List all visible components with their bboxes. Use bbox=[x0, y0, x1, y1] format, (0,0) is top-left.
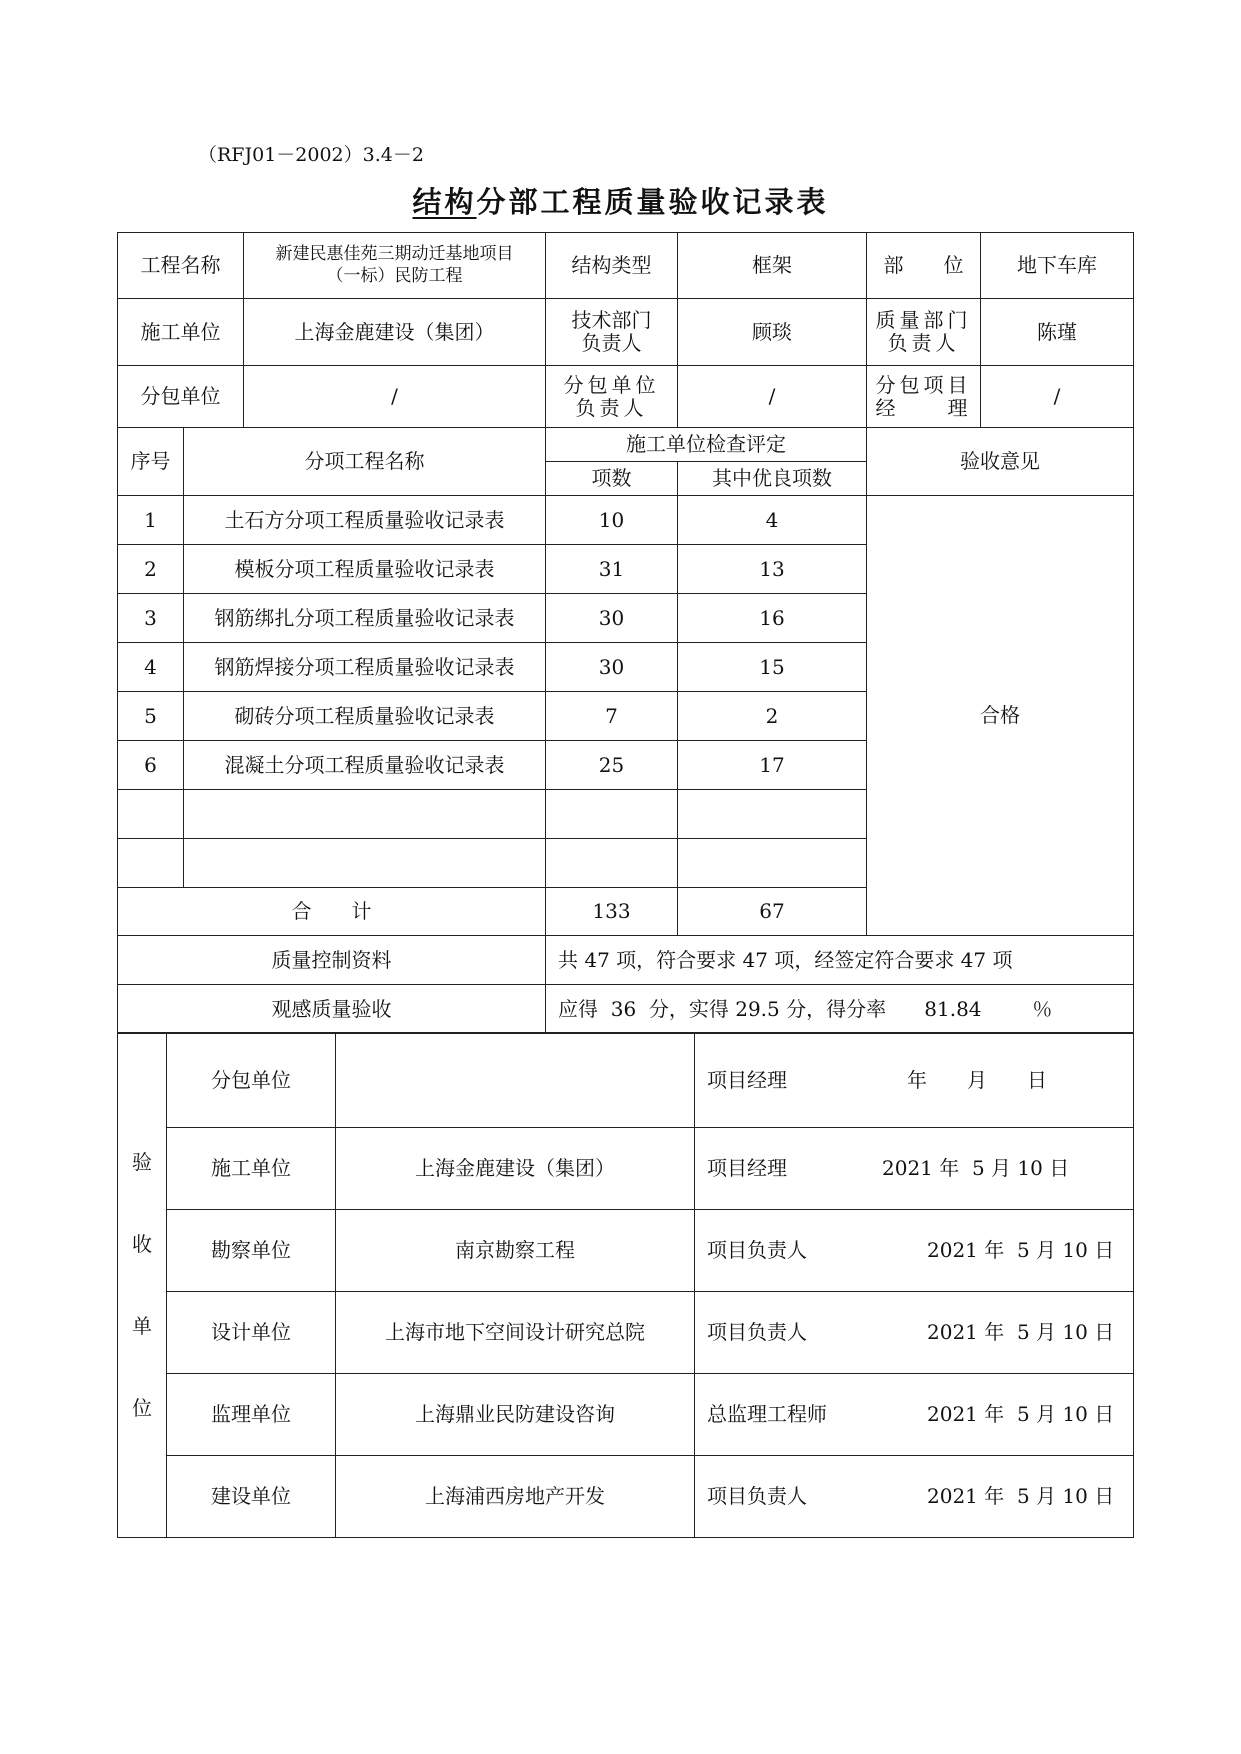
item-count: 30 bbox=[546, 594, 678, 643]
unit-label: 施工单位 bbox=[167, 1128, 336, 1210]
total-excellent: 67 bbox=[678, 888, 867, 936]
item-excellent: 15 bbox=[678, 643, 867, 692]
signoff-cell bbox=[695, 1033, 1134, 1128]
item-name: 土石方分项工程质量验收记录表 bbox=[184, 496, 546, 545]
acceptance-row bbox=[118, 1374, 1134, 1456]
unit-name: 南京勘察工程 bbox=[336, 1210, 695, 1292]
sub-unit-head-label-1: 分包单位 bbox=[563, 372, 660, 397]
item-excellent: 13 bbox=[678, 545, 867, 594]
signoff-cell bbox=[695, 1374, 1134, 1456]
form-code: （RFJ01－2002）3.4－2 bbox=[198, 144, 424, 166]
side-char: 位 bbox=[132, 1396, 152, 1420]
signoff-date: 2021 年 5 月 10 日 bbox=[927, 1402, 1115, 1426]
item-name: 钢筋焊接分项工程质量验收记录表 bbox=[184, 643, 546, 692]
quality-head-label-1: 质量部门 bbox=[875, 308, 972, 332]
item-count-empty bbox=[546, 839, 678, 888]
signoff-cell bbox=[695, 1128, 1134, 1210]
acceptance-row bbox=[118, 1033, 1134, 1128]
side-char: 单 bbox=[132, 1314, 152, 1338]
signoff-date: 2021 年 5 月 10 日 bbox=[927, 1238, 1115, 1262]
position-label: 部 位 bbox=[867, 233, 981, 299]
acceptance-row bbox=[118, 1210, 1134, 1292]
item-excellent: 2 bbox=[678, 692, 867, 741]
col-header-count: 项数 bbox=[546, 462, 678, 496]
item-count: 7 bbox=[546, 692, 678, 741]
acceptance-row bbox=[118, 1456, 1134, 1538]
unit-label: 设计单位 bbox=[167, 1292, 336, 1374]
total-count: 133 bbox=[546, 888, 678, 936]
unit-name: 上海市地下空间设计研究总院 bbox=[336, 1292, 695, 1374]
unit-label: 建设单位 bbox=[167, 1456, 336, 1538]
col-header-no: 序号 bbox=[118, 428, 184, 496]
info-row-subcontractor bbox=[118, 366, 1134, 428]
side-char: 验 bbox=[132, 1150, 152, 1174]
signoff-cell bbox=[695, 1456, 1134, 1538]
item-name: 混凝土分项工程质量验收记录表 bbox=[184, 741, 546, 790]
tech-head-label-1: 技术部门 bbox=[571, 308, 652, 332]
col-header-excellent: 其中优良项数 bbox=[678, 462, 867, 496]
signoff-cell bbox=[695, 1292, 1134, 1374]
item-no-empty bbox=[118, 839, 184, 888]
project-name-line2: （一标）民防工程 bbox=[326, 265, 463, 286]
side-char: 收 bbox=[132, 1232, 152, 1256]
item-no: 4 bbox=[118, 643, 184, 692]
acceptance-table bbox=[117, 1032, 1134, 1538]
item-no: 3 bbox=[118, 594, 184, 643]
item-name: 钢筋绑扎分项工程质量验收记录表 bbox=[184, 594, 546, 643]
item-count: 31 bbox=[546, 545, 678, 594]
quality-head-label-2: 负责人 bbox=[887, 331, 960, 355]
page-title bbox=[0, 180, 1241, 221]
item-count-empty bbox=[546, 790, 678, 839]
signoff-role: 项目负责人 bbox=[707, 1238, 807, 1262]
item-name-empty bbox=[184, 839, 546, 888]
acceptance-row bbox=[118, 1128, 1134, 1210]
project-name-value bbox=[244, 233, 546, 299]
unit-name bbox=[336, 1033, 695, 1128]
signoff-role: 项目负责人 bbox=[707, 1484, 807, 1508]
item-no: 2 bbox=[118, 545, 184, 594]
item-count: 25 bbox=[546, 741, 678, 790]
sub-pm-value: / bbox=[981, 366, 1134, 428]
info-row-project bbox=[118, 233, 1134, 299]
unit-label: 监理单位 bbox=[167, 1374, 336, 1456]
quality-head-value: 陈瑾 bbox=[981, 299, 1134, 366]
total-label: 合 计 bbox=[118, 888, 546, 936]
quality-control-value: 共 47 项，符合要求 47 项，经签定符合要求 47 项 bbox=[546, 936, 1134, 985]
signoff-role: 总监理工程师 bbox=[707, 1402, 827, 1426]
quality-control-label: 质量控制资料 bbox=[118, 936, 546, 985]
col-header-check-group: 施工单位检查评定 bbox=[546, 428, 867, 462]
item-name: 砌砖分项工程质量验收记录表 bbox=[184, 692, 546, 741]
unit-name: 上海浦西房地产开发 bbox=[336, 1456, 695, 1538]
item-excellent: 17 bbox=[678, 741, 867, 790]
unit-name: 上海鼎业民防建设咨询 bbox=[336, 1374, 695, 1456]
sub-unit-label: 分包单位 bbox=[118, 366, 244, 428]
item-count: 30 bbox=[546, 643, 678, 692]
signoff-role: 项目经理 bbox=[707, 1067, 787, 1092]
item-excellent: 16 bbox=[678, 594, 867, 643]
signoff-date: 年 月 日 bbox=[907, 1067, 1047, 1092]
item-no: 5 bbox=[118, 692, 184, 741]
item-excellent-empty bbox=[678, 839, 867, 888]
sub-pm-label bbox=[867, 366, 981, 428]
quality-head-label bbox=[867, 299, 981, 366]
col-header-opinion: 验收意见 bbox=[867, 428, 1134, 496]
structure-type-value: 框架 bbox=[678, 233, 867, 299]
item-excellent-empty bbox=[678, 790, 867, 839]
title-underlined: 结构 bbox=[412, 185, 477, 219]
record-table bbox=[117, 232, 1134, 1034]
sub-unit-head-label bbox=[546, 366, 678, 428]
contractor-label: 施工单位 bbox=[118, 299, 244, 366]
perception-row bbox=[118, 985, 1134, 1034]
sub-unit-head-label-2: 负责人 bbox=[575, 395, 648, 420]
unit-label: 勘察单位 bbox=[167, 1210, 336, 1292]
tech-head-value: 顾琰 bbox=[678, 299, 867, 366]
quality-control-row bbox=[118, 936, 1134, 985]
sub-unit-head-value: / bbox=[678, 366, 867, 428]
unit-label: 分包单位 bbox=[167, 1033, 336, 1128]
project-name-label: 工程名称 bbox=[118, 233, 244, 299]
tech-head-label-2: 负责人 bbox=[581, 331, 642, 355]
sub-pm-label-1: 分包项目 bbox=[875, 372, 972, 397]
signoff-role: 项目经理 bbox=[707, 1156, 787, 1180]
item-count: 10 bbox=[546, 496, 678, 545]
project-name-line1: 新建民惠佳苑三期动迁基地项目 bbox=[275, 244, 514, 265]
item-name-empty bbox=[184, 790, 546, 839]
info-row-contractor bbox=[118, 299, 1134, 366]
position-value: 地下车库 bbox=[981, 233, 1134, 299]
structure-type-label: 结构类型 bbox=[546, 233, 678, 299]
item-name: 模板分项工程质量验收记录表 bbox=[184, 545, 546, 594]
signoff-role: 项目负责人 bbox=[707, 1320, 807, 1344]
title-rest: 分部工程质量验收记录表 bbox=[476, 185, 829, 219]
table-row bbox=[118, 496, 1134, 545]
items-header-row bbox=[118, 428, 1134, 462]
contractor-value: 上海金鹿建设（集团） bbox=[244, 299, 546, 366]
signoff-date: 2021 年 5 月 10 日 bbox=[882, 1156, 1070, 1180]
item-no-empty bbox=[118, 790, 184, 839]
sub-unit-value: / bbox=[244, 366, 546, 428]
signoff-cell bbox=[695, 1210, 1134, 1292]
item-no: 1 bbox=[118, 496, 184, 545]
unit-name: 上海金鹿建设（集团） bbox=[336, 1128, 695, 1210]
tech-head-label bbox=[546, 299, 678, 366]
item-excellent: 4 bbox=[678, 496, 867, 545]
acceptance-row bbox=[118, 1292, 1134, 1374]
col-header-name: 分项工程名称 bbox=[184, 428, 546, 496]
perception-label: 观感质量验收 bbox=[118, 985, 546, 1034]
perception-value: 应得 36 分，实得 29.5 分，得分率 81.84 ％ bbox=[546, 985, 1134, 1034]
item-no: 6 bbox=[118, 741, 184, 790]
signoff-date: 2021 年 5 月 10 日 bbox=[927, 1484, 1115, 1508]
opinion-value: 合格 bbox=[867, 496, 1134, 936]
signoff-date: 2021 年 5 月 10 日 bbox=[927, 1320, 1115, 1344]
acceptance-side-label bbox=[118, 1033, 167, 1538]
sub-pm-label-2: 经 理 bbox=[875, 395, 972, 420]
